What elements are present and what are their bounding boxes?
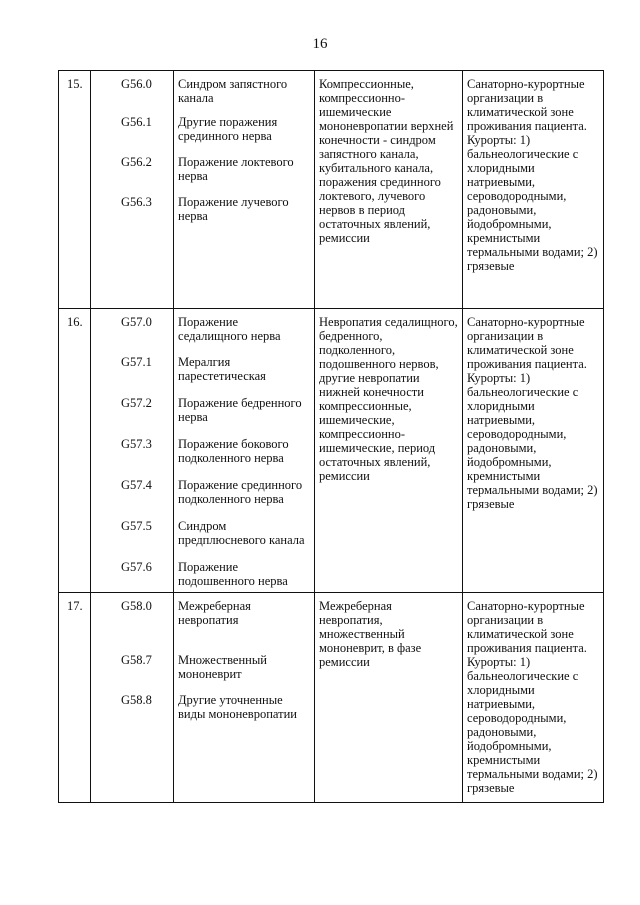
row-number: 17. bbox=[59, 593, 91, 803]
table-row bbox=[59, 309, 604, 593]
diagnosis-name: Поражение седалищного нерва bbox=[178, 315, 281, 343]
diagnosis-name: Поражение срединного подколенного нерва bbox=[178, 478, 303, 506]
icd-code: G58.7 bbox=[121, 653, 152, 667]
code-cell bbox=[91, 71, 174, 309]
resort-recommendation: Санаторно-курортные организации в климатической зоне проживания пациента. Курорты: 1) бальнеологические с хлоридными натриевыми, сероводородными, радоновыми, йодобромными, кремнистыми термальными водами; 2) грязевые bbox=[463, 71, 604, 309]
resort-recommendation: Санаторно-курортные организации в климатической зоне проживания пациента. Курорты: 1) бальнеологические с хлоридными натриевыми, сероводородными, радоновыми, йодобромными, кремнистыми термальными водами; 2) грязевые bbox=[463, 309, 604, 593]
diagnosis-name: Другие поражения срединного нерва bbox=[178, 115, 278, 143]
condition-description: Межреберная невропатия, множественный мононеврит, в фазе ремиссии bbox=[315, 593, 463, 803]
icd-code: G57.6 bbox=[121, 560, 152, 574]
row-number: 16. bbox=[59, 309, 91, 593]
diagnosis-name: Поражение подошвенного нерва bbox=[178, 560, 288, 588]
icd-code: G56.0 bbox=[121, 77, 152, 91]
diagnosis-name: Поражение бедренного нерва bbox=[178, 396, 302, 424]
icd-code: G57.1 bbox=[121, 355, 152, 369]
treatment-table bbox=[58, 70, 604, 803]
diagnosis-name: Синдром предплюсневого канала bbox=[178, 519, 305, 547]
diagnosis-cell bbox=[174, 593, 315, 803]
page-number: 16 bbox=[312, 36, 328, 52]
diagnosis-name: Мералгия парестетическая bbox=[178, 355, 266, 383]
table-row bbox=[59, 71, 604, 309]
icd-code: G58.8 bbox=[121, 693, 152, 707]
icd-code: G57.2 bbox=[121, 396, 152, 410]
condition-description: Невропатия седалищного, бедренного, подколенного, подошвенного нервов, другие невропатии нижней конечности компрессионные, ишемические, компрессионно-ишемические, период остаточных явлений, ремиссии bbox=[315, 309, 463, 593]
diagnosis-cell bbox=[174, 309, 315, 593]
resort-recommendation: Санаторно-курортные организации в климатической зоне проживания пациента. Курорты: 1) бальнеологические с хлоридными натриевыми, сероводородными, радоновыми, йодобромными, кремнистыми термальными водами; 2) грязевые bbox=[463, 593, 604, 803]
diagnosis-name: Синдром запястного канала bbox=[178, 77, 288, 105]
diagnosis-name: Межреберная невропатия bbox=[178, 599, 251, 627]
table-row bbox=[59, 593, 604, 803]
diagnosis-name: Другие уточненные виды мононевропатии bbox=[178, 693, 297, 721]
icd-code: G56.3 bbox=[121, 195, 152, 209]
icd-code: G57.4 bbox=[121, 478, 152, 492]
icd-code: G58.0 bbox=[121, 599, 152, 613]
icd-code: G57.0 bbox=[121, 315, 152, 329]
icd-code: G57.3 bbox=[121, 437, 152, 451]
diagnosis-name: Поражение лучевого нерва bbox=[178, 195, 289, 223]
diagnosis-cell bbox=[174, 71, 315, 309]
row-number: 15. bbox=[59, 71, 91, 309]
diagnosis-name: Множественный мононеврит bbox=[178, 653, 267, 681]
icd-code: G57.5 bbox=[121, 519, 152, 533]
diagnosis-name: Поражение локтевого нерва bbox=[178, 155, 294, 183]
diagnosis-name: Поражение бокового подколенного нерва bbox=[178, 437, 289, 465]
code-cell bbox=[91, 309, 174, 593]
icd-code: G56.2 bbox=[121, 155, 152, 169]
icd-code: G56.1 bbox=[121, 115, 152, 129]
code-cell bbox=[91, 593, 174, 803]
condition-description: Компрессионные, компрессионно-ишемические мононевропатии верхней конечности - синдром запястного канала, кубитального канала, поражения срединного локтевого, лучевого нервов в период остаточных явлений, ремиссии bbox=[315, 71, 463, 309]
